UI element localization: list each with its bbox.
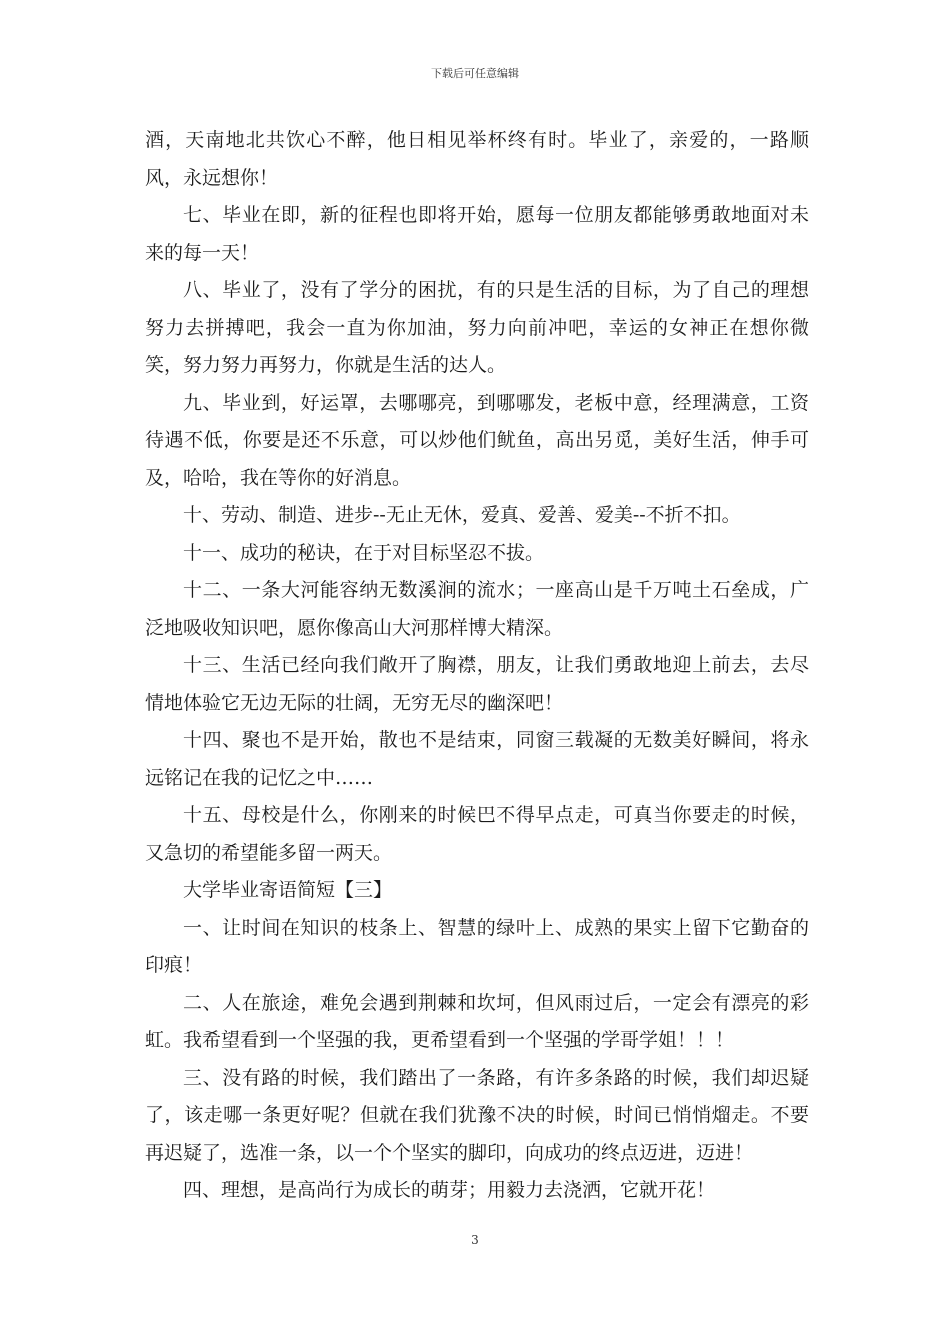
section-heading: 大学毕业寄语简短【三】 bbox=[183, 879, 393, 901]
paragraph: 八、毕业了，没有了学分的困扰，有的只是生活的目标，为了自己的理想努力去拼搏吧，我会一直为你加油，努力向前冲吧，幸运的女神正在想你微笑，努力努力再努力，你就是生活的达人。 bbox=[145, 279, 809, 376]
paragraph: 二、人在旅途，难免会遇到荆棘和坎坷，但风雨过后，一定会有漂亮的彩虹。我希望看到一个坚强的我，更希望看到一个坚强的学哥学姐！！！ bbox=[145, 991, 809, 1051]
paragraph: 一、让时间在知识的枝条上、智慧的绿叶上、成熟的果实上留下它勤奋的印痕！ bbox=[145, 916, 809, 976]
paragraph: 七、毕业在即，新的征程也即将开始，愿每一位朋友都能够勇敢地面对未来的每一天！ bbox=[145, 204, 809, 264]
paragraph: 十三、生活已经向我们敞开了胸襟，朋友，让我们勇敢地迎上前去，去尽情地体验它无边无际的壮阔，无穷无尽的幽深吧！ bbox=[145, 654, 809, 714]
paragraph: 十四、聚也不是开始，散也不是结束，同窗三载凝的无数美好瞬间，将永远铭记在我的记忆之中…… bbox=[145, 729, 809, 789]
paragraph: 十一、成功的秘诀，在于对目标坚忍不拔。 bbox=[183, 541, 545, 564]
paragraph: 十二、一条大河能容纳无数溪涧的流水；一座高山是千万吨土石垒成，广泛地吸收知识吧，愿你像高山大河那样博大精深。 bbox=[145, 579, 809, 639]
paragraph: 十、劳动、制造、进步--无止无休，爱真、爱善、爱美--不折不扣。 bbox=[183, 504, 741, 526]
document-body bbox=[145, 122, 809, 1210]
paragraph: 十五、母校是什么，你刚来的时候巴不得早点走，可真当你要走的时候，又急切的希望能多留一两天。 bbox=[145, 804, 809, 864]
paragraph: 酒，天南地北共饮心不醉，他日相见举杯终有时。毕业了，亲爱的，一路顺风，永远想你！ bbox=[145, 129, 809, 189]
paragraph: 九、毕业到，好运罩，去哪哪亮，到哪哪发，老板中意，经理满意，工资待遇不低，你要是还不乐意，可以炒他们鱿鱼，高出另觅，美好生活，伸手可及，哈哈，我在等你的好消息。 bbox=[145, 391, 809, 489]
page-number: 3 bbox=[471, 1233, 479, 1247]
page-header-note: 下载后可任意编辑 bbox=[431, 67, 519, 80]
paragraph: 三、没有路的时候，我们踏出了一条路，有许多条路的时候，我们却迟疑了，该走哪一条更好呢？但就在我们犹豫不决的时候，时间已悄悄熘走。不要再迟疑了，选准一条，以一个个坚实的脚印，向成功的终点迈进，迈进！ bbox=[145, 1066, 809, 1164]
paragraph: 四、理想，是高尚行为成长的萌芽；用毅力去浇洒，它就开花！ bbox=[183, 1179, 716, 1201]
